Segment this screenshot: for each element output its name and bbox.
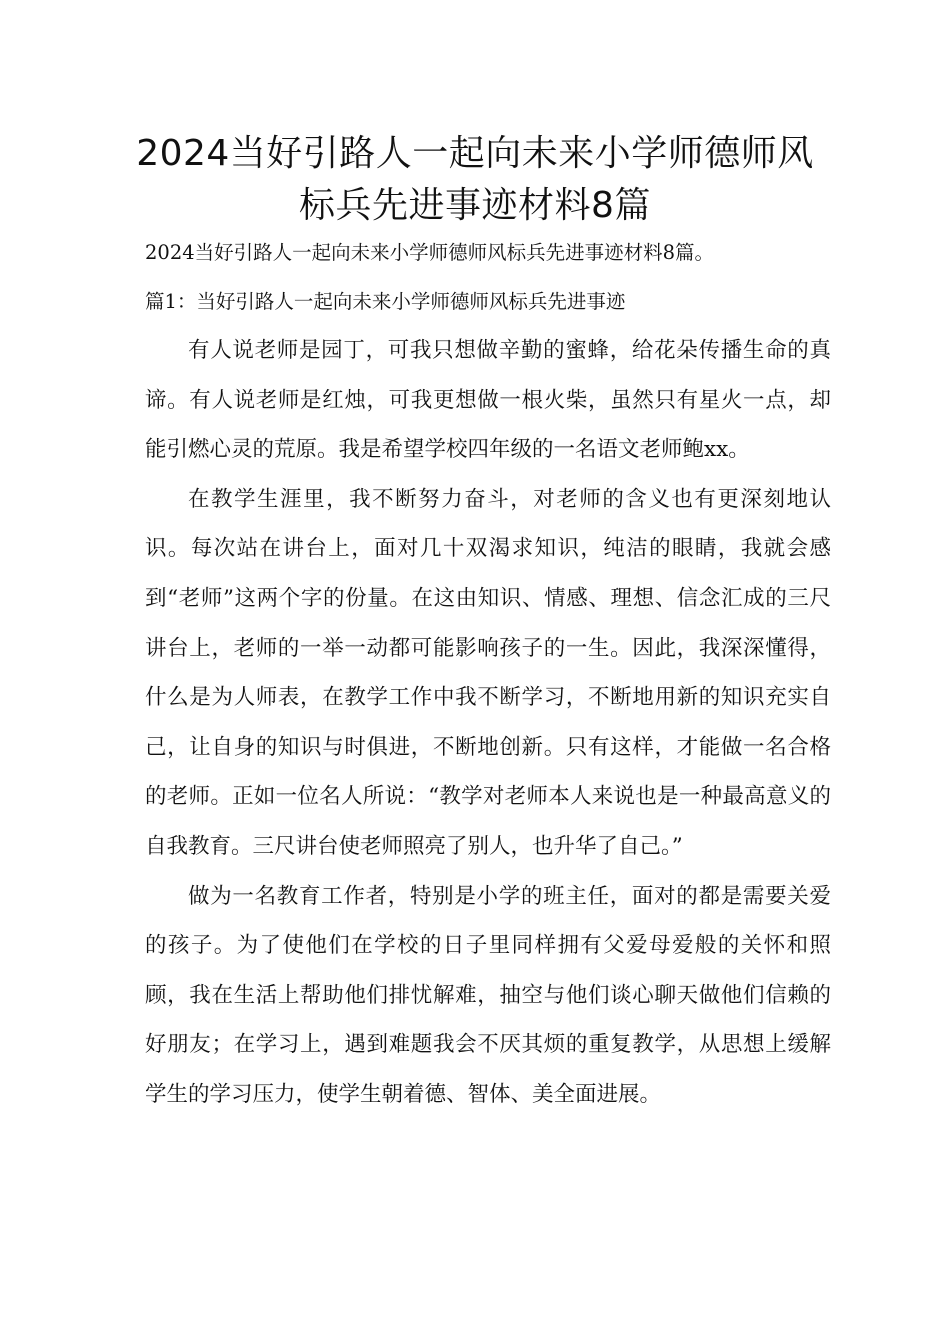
document-title: 2024当好引路人一起向未来小学师德师风标兵先进事迹材料8篇 xyxy=(136,133,814,226)
document-intro: 2024当好引路人一起向未来小学师德师风标兵先进事迹材料8篇。 xyxy=(145,241,715,264)
body-paragraphs xyxy=(145,326,831,1120)
paragraph-2: 在教学生涯里，我不断努力奋斗，对老师的含义也有更深刻地认识。每次站在讲台上，面对几十双渴求知识，纯洁的眼睛，我就会感到“老师”这两个字的份量。在这由知识、情感、理想、信念汇成的三尺讲台上，老师的一举一动都可能影响孩子的一生。因此，我深深懂得，什么是为人师表，在教学工作中我不断学习，不断地用新的知识充实自己，让自身的知识与时俱进，不断地创新。只有这样，才能做一名合格的老师。正如一位名人所说：“教学对老师本人来说也是一种最高意义的自我教育。三尺讲台使老师照亮了别人，也升华了自己。” xyxy=(145,486,831,859)
section-heading: 篇1：当好引路人一起向未来小学师德师风标兵先进事迹 xyxy=(145,290,626,313)
paragraph-1: 有人说老师是园丁，可我只想做辛勤的蜜蜂，给花朵传播生命的真谛。有人说老师是红烛，可我更想做一根火柴，虽然只有星火一点，却能引燃心灵的荒原。我是希望学校四年级的一名语文老师鲍xx。 xyxy=(145,338,831,463)
paragraph-3: 做为一名教育工作者，特别是小学的班主任，面对的都是需要关爱的孩子。为了使他们在学校的日子里同样拥有父爱母爱般的关怀和照顾，我在生活上帮助他们排忧解难，抽空与他们谈心聊天做他们信赖的好朋友；在学习上，遇到难题我会不厌其烦的重复教学，从思想上缓解学生的学习压力，使学生朝着德、智体、美全面进展。 xyxy=(145,883,831,1107)
